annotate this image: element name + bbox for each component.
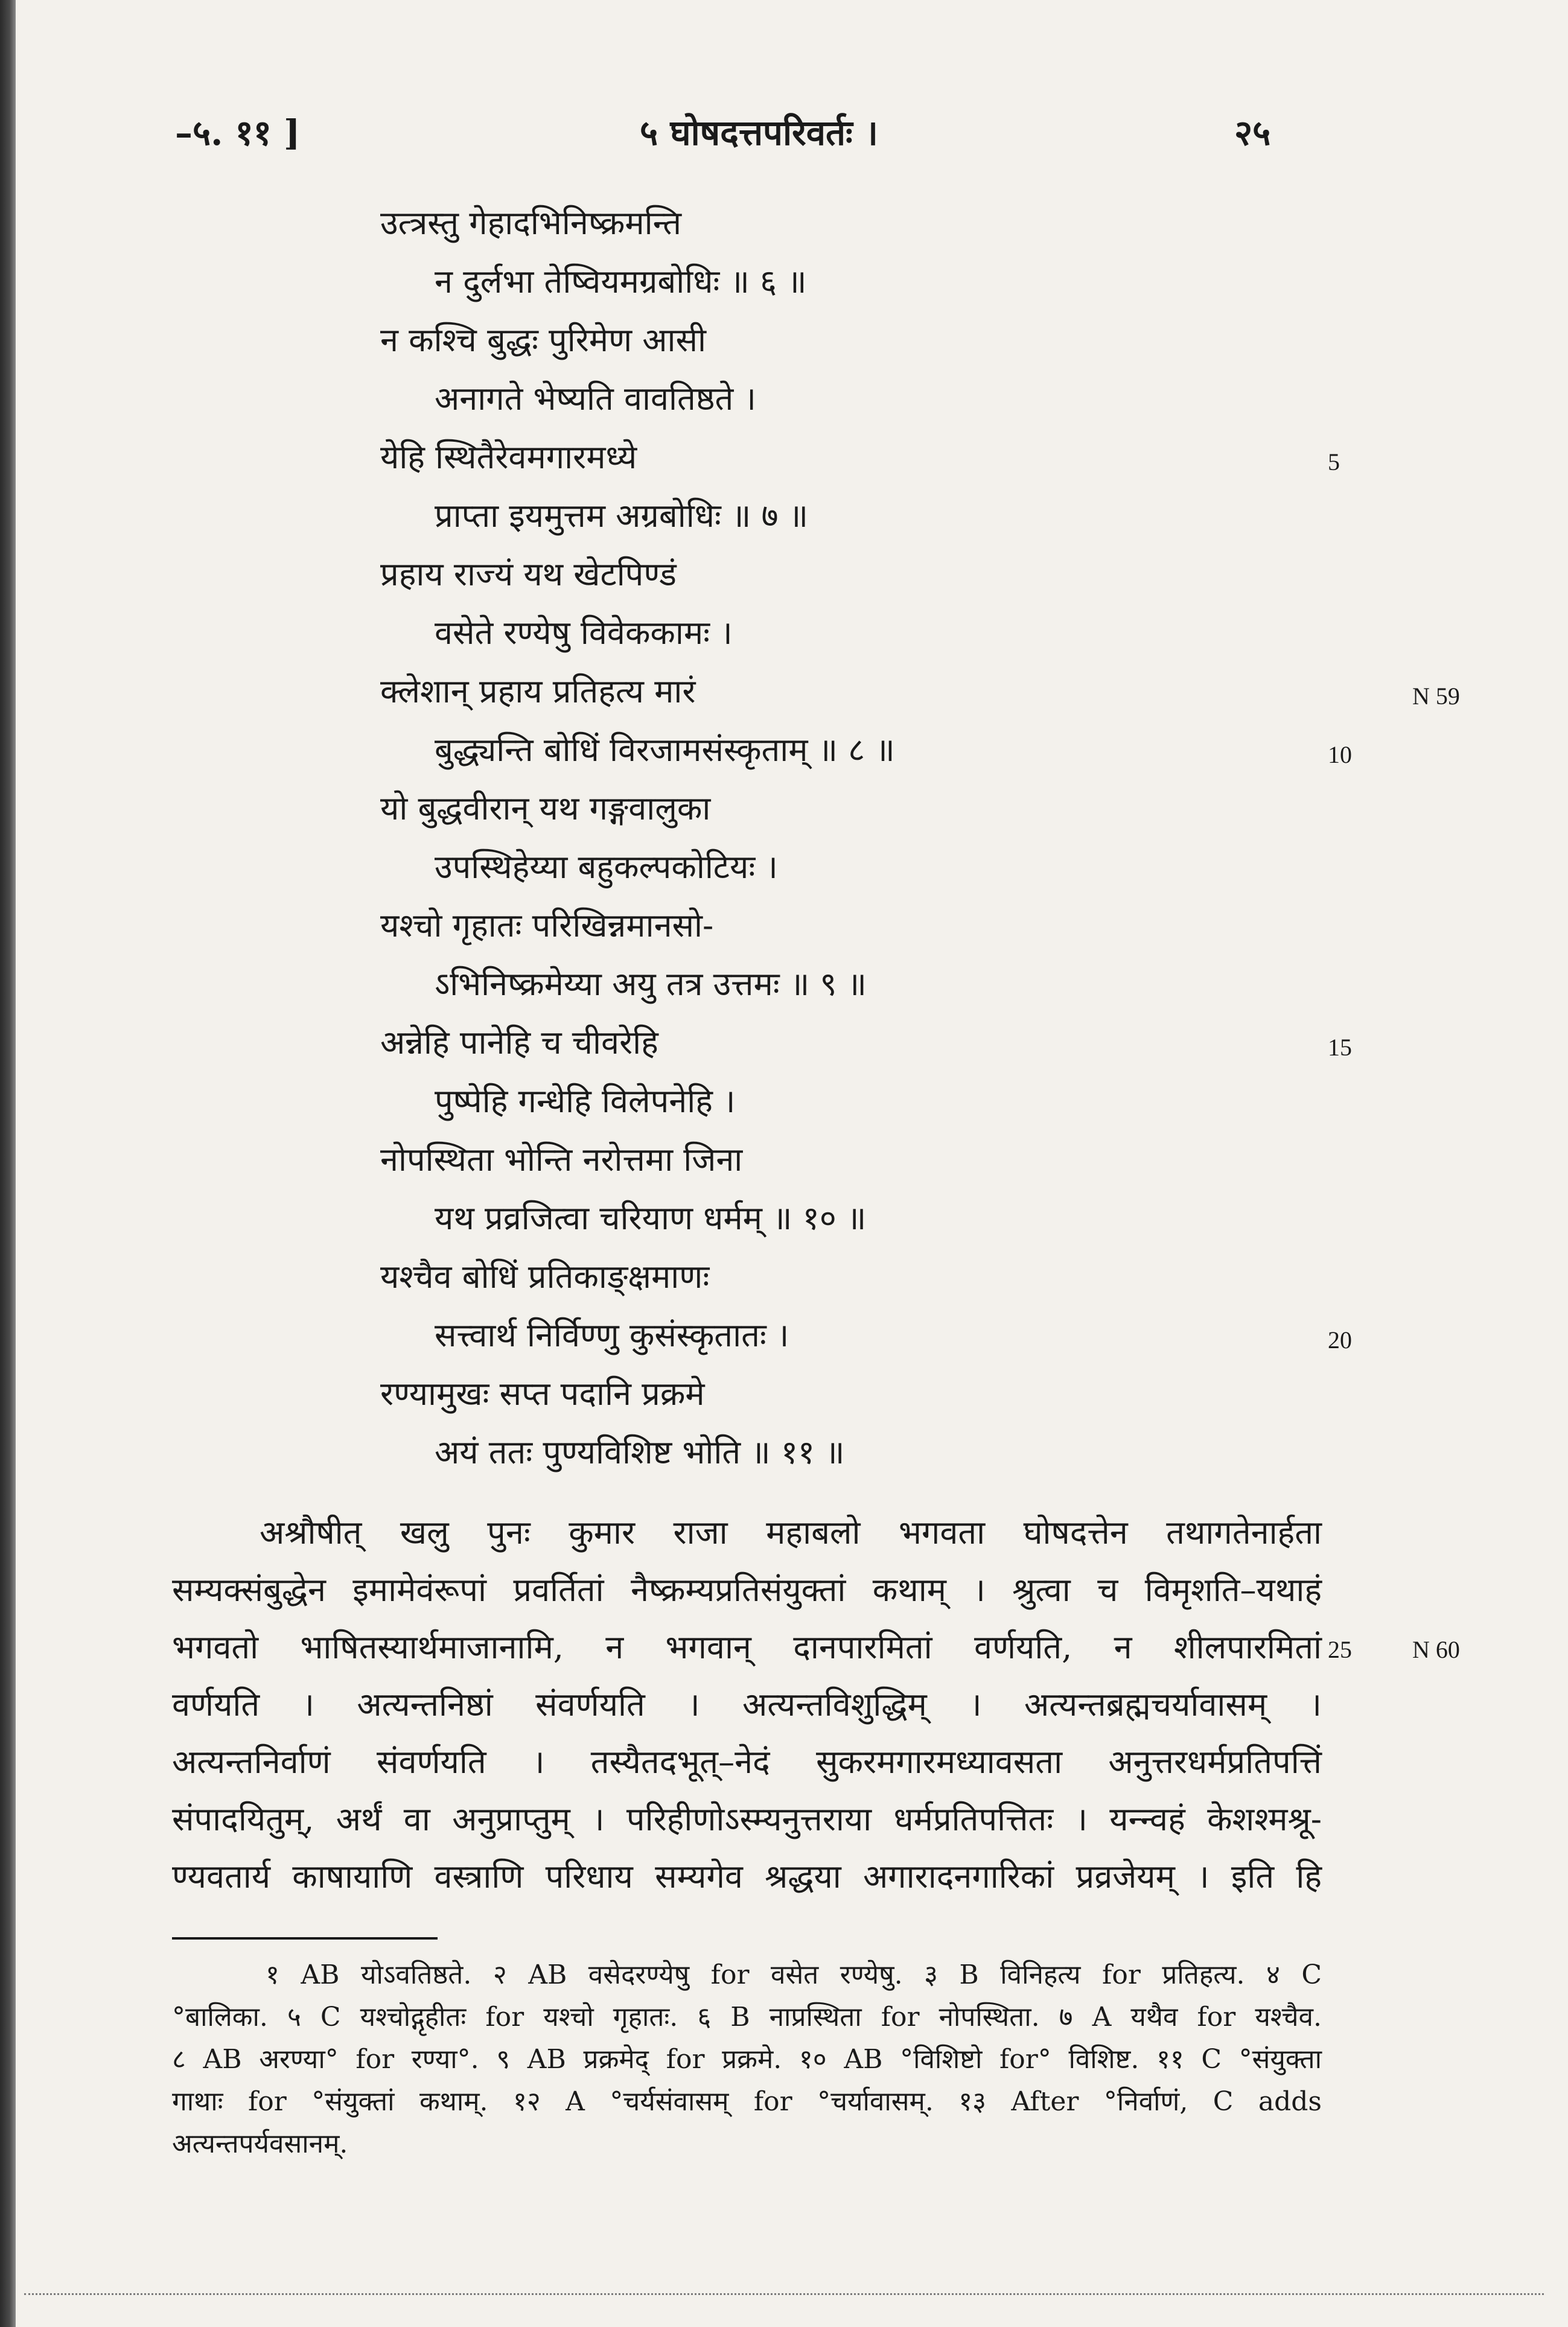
verse-line: ऽभिनिष्क्रमेय्या अयु तत्र उत्तमः ॥ ९ ॥: [435, 965, 867, 1003]
prose-line: सम्यक्संबुद्धेन इमामेवंरूपां प्रवर्तितां नैष्क्रम्यप्रतिसंयुक्तां कथाम् । श्रुत्वा च विमृशति–यथाहं: [172, 1571, 1322, 1609]
prose-line: भगवतो भाषितस्यार्थमाजानामि, न भगवान् दानपारमितां वर्णयति, न शीलपारमितां: [172, 1628, 1322, 1666]
verse-line: अयं ततः पुण्यविशिष्ट भोति ॥ ११ ॥: [435, 1433, 845, 1471]
footnote-line: अत्यन्तपर्यवसानम्.: [172, 2128, 348, 2159]
verse-line: अन्नेहि पानेहि च चीवरेहि: [380, 1023, 658, 1062]
page-bottom-edge: [24, 2293, 1544, 2295]
prose-line: वर्णयति । अत्यन्तनिष्ठां संवर्णयति । अत्यन्तविशुद्धिम् । अत्यन्तब्रह्मचर्यावासम् ।: [172, 1686, 1322, 1724]
page-number: २५: [1234, 112, 1271, 153]
margin-note: N 60: [1412, 1636, 1460, 1663]
prose-line: अत्यन्तनिर्वाणं संवर्णयति । तस्यैतदभूत्–नेदं सुकरमगारमध्यावसता अनुत्तरधर्मप्रतिपत्तिं: [172, 1743, 1322, 1781]
line-number: 15: [1328, 1034, 1352, 1061]
footnote-line: १ AB योऽवतिष्ठते. २ AB वसेदरण्येषु for वसेत रण्येषु. ३ B विनिहत्य for प्रतिहत्य. ४ C: [266, 1959, 1322, 1990]
running-title: ५ घोषदत्तपरिवर्तः ।: [640, 112, 878, 153]
verse-line: सत्त्वार्थ निर्विण्णु कुसंस्कृतातः ।: [435, 1316, 789, 1354]
verse-line: प्राप्ता इयमुत्तम अग्रबोधिः ॥ ७ ॥: [435, 497, 809, 535]
footnote-line: गाथाः for °संयुक्तां कथाम्. १२ A °चर्यसंवासम् for °चर्यावासम्. १३ After °निर्वाणं, C adds: [172, 2086, 1322, 2117]
verse-line: अनागते भेष्यति वावतिष्ठते ।: [435, 380, 756, 418]
verse-line: यो बुद्धवीरान् यथ गङ्गवालुका: [380, 789, 711, 827]
verse-line: यश्चैव बोधिं प्रतिकाङ्क्षमाणः: [380, 1258, 710, 1296]
footnote-line: ८ AB अरण्या° for रण्या°. ९ AB प्रक्रमेद् for प्रक्रमे. १० AB °विशिष्टो for° विशिष्ट. ११ C °संयुक्ता: [172, 2044, 1322, 2075]
line-number: 20: [1328, 1326, 1352, 1354]
verse-line: उपस्थिहेय्या बहुकल्पकोटियः ।: [435, 848, 778, 886]
line-number: 5: [1328, 448, 1340, 476]
verse-line: यश्चो गृहातः परिखिन्नमानसो-: [380, 906, 714, 944]
prose-line: अश्रौषीत् खलु पुनः कुमार राजा महाबलो भगवता घोषदत्तेन तथागतेनार्हता: [260, 1514, 1322, 1552]
prose-line: ण्यवतार्य काषायाणि वस्त्राणि परिधाय सम्यगेव श्रद्धया अगारादनगारिकां प्रव्रजेयम् । इति हि: [172, 1857, 1322, 1896]
verse-line: न दुर्लभा तेष्वियमग्रबोधिः ॥ ६ ॥: [435, 263, 807, 301]
margin-note: N 59: [1412, 683, 1460, 710]
verse-line: येहि स्थितैरेवमगारमध्ये: [380, 438, 637, 476]
verse-line: वसेते रण्येषु विवेककामः ।: [435, 614, 733, 652]
verse-line: रण्यामुखः सप्त पदानि प्रक्रमे: [380, 1375, 705, 1413]
line-number: 10: [1328, 741, 1352, 768]
chapter-verse-reference: –५. ११ ]: [175, 112, 301, 153]
verse-line: पुष्पेहि गन्धेहि विलेपनेहि ।: [435, 1082, 736, 1120]
verse-line: नोपस्थिता भोन्ति नरोत्तमा जिना: [380, 1141, 743, 1179]
verse-line: क्लेशान् प्रहाय प्रतिहत्य मारं: [380, 672, 696, 710]
verse-line: उत्त्रस्तु गेहादभिनिष्क्रमन्ति: [380, 204, 682, 242]
verse-line: न कश्चि बुद्धः पुरिमेण आसी: [380, 321, 706, 359]
footnote-rule: [172, 1937, 438, 1940]
line-number: 25: [1328, 1636, 1352, 1663]
prose-line: संपादयितुम्, अर्थं वा अनुप्राप्तुम् । परिहीणोऽस्म्यनुत्तराया धर्मप्रतिपत्तितः । यन्न्वहं केशश्मश्रू-: [172, 1800, 1322, 1838]
page-spine-shadow: [0, 0, 16, 2327]
verse-line: प्रहाय राज्यं यथ खेटपिण्डं: [380, 555, 677, 593]
verse-line: बुद्ध्यन्ति बोधिं विरजामसंस्कृताम् ॥ ८ ॥: [435, 731, 895, 769]
footnote-line: °बालिका. ५ C यश्चोद्गृहीतः for यश्चो गृहातः. ६ B नाप्रस्थिता for नोपस्थिता. ७ A यथैव for यश्चैव.: [172, 2002, 1322, 2033]
verse-line: यथ प्रव्रजित्वा चरियाण धर्मम् ॥ १० ॥: [435, 1199, 867, 1237]
